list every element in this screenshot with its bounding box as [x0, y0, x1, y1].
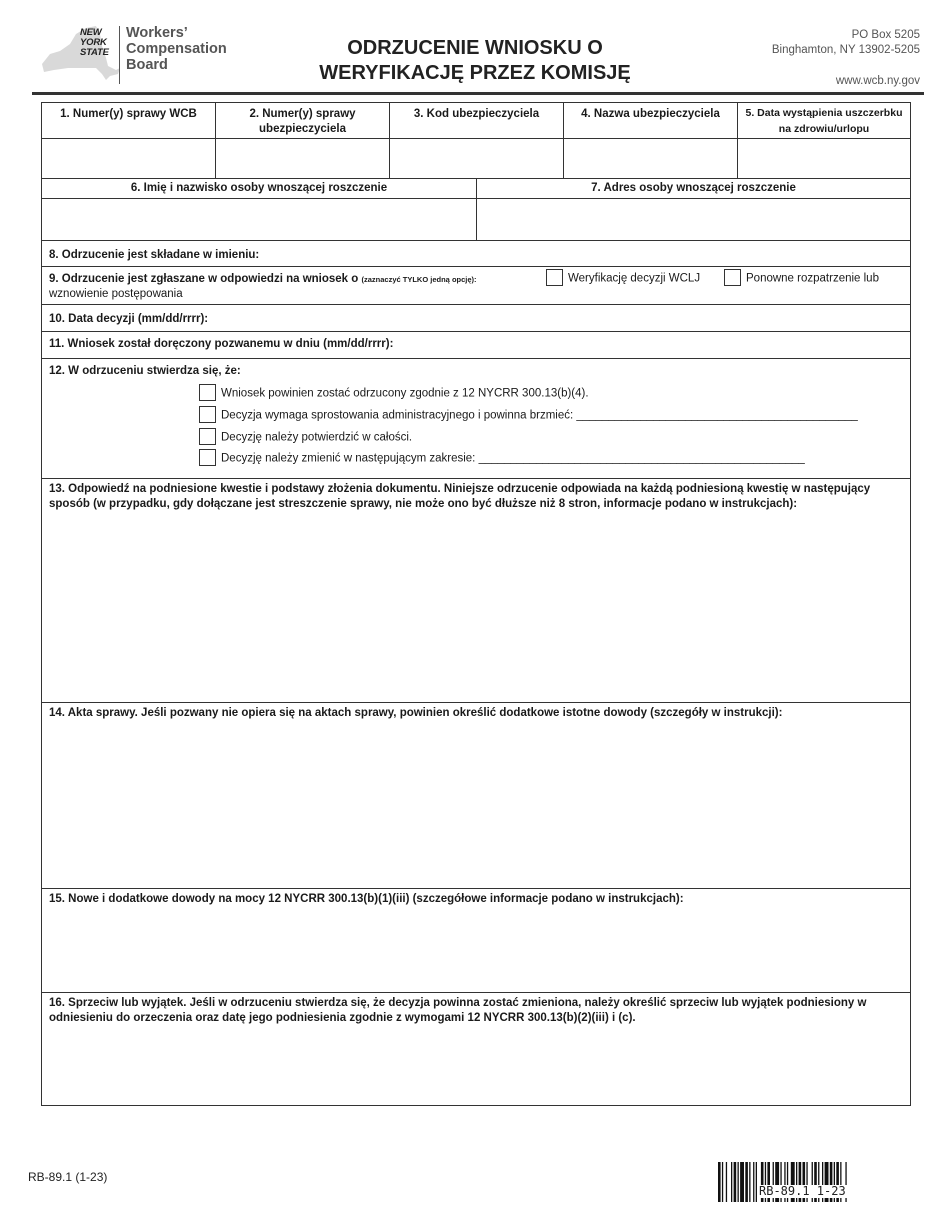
mailing-address: PO Box 5205 Binghamton, NY 13902-5205: [771, 29, 920, 56]
form-body: [41, 102, 911, 1106]
objection-exception-label: 16. Sprzeciw lub wyjątek. Jeśli w odrzuceniu stwierdza się, że decyzja powinna zostać zmieniona, należy określić sprzeciw lub wyjątek podniesiony w odniesieniu do orzeczenia oraz datę jego podniesienia zgodnie z wymogami 12 NYCRR 300.13(b)(2)(iii) i (c).: [49, 997, 867, 1024]
carrier-code-field[interactable]: [390, 139, 564, 178]
header-carrier-code: 3. Kod ubezpieczyciela: [390, 103, 564, 138]
logo-state-text: NEW YORK STATE: [80, 27, 109, 58]
new-evidence-label: 15. Nowe i dodatkowe dowody na mocy 12 NYCRR 300.13(b)(1)(iii) (szczegółowe informacje podano w instrukcjach):: [49, 893, 684, 905]
claimant-name-field[interactable]: [42, 199, 477, 240]
decision-date-label: 10. Data decyzji (mm/dd/rrrr):: [49, 313, 209, 325]
carrier-name-field[interactable]: [564, 139, 738, 178]
new-york-state-map-icon: [36, 24, 122, 84]
barcode-bar: [749, 1162, 750, 1202]
header-carrier-name: 4. Nazwa ubezpieczyciela: [564, 103, 738, 138]
row-objection-exception[interactable]: [42, 993, 910, 1105]
row-served-date[interactable]: [42, 332, 910, 359]
request-type-label: 9. Odrzucenie jest zgłaszane w odpowiedzi na wniosek o (zaznaczyć TYLKO jedną opcję):: [49, 273, 477, 285]
header-wcb-case-number: 1. Numer(y) sprawy WCB: [42, 103, 216, 138]
form-title-line-1: ODRZUCENIE WNIOSKU O: [347, 37, 603, 59]
row-claimant-headers: [42, 179, 910, 199]
checkbox-modify-decision[interactable]: [199, 449, 216, 466]
row-case-inputs: [42, 139, 910, 179]
barcode-bar: [726, 1162, 727, 1202]
served-date-label: 11. Wniosek został doręczony pozwanemu w dniu (mm/dd/rrrr):: [49, 338, 394, 350]
row-rebuttal-statements: [42, 359, 910, 479]
row-rebuttal-on-behalf[interactable]: [42, 241, 910, 267]
barcode-bar: [745, 1162, 748, 1202]
claimant-address-field[interactable]: [477, 199, 910, 240]
row-new-evidence[interactable]: [42, 889, 910, 993]
option-reconsideration[interactable]: Ponowne rozpatrzenie lub: [724, 270, 879, 288]
barcode-bar: [740, 1162, 744, 1202]
row-case-headers: [42, 103, 910, 139]
row-request-type: [42, 267, 910, 305]
wcb-case-number-field[interactable]: [42, 139, 216, 178]
barcode-bar: [731, 1162, 732, 1202]
option-administrative-correction[interactable]: Decyzja wymaga sprostowania administracyjnego i powinna brzmieć: ____________________________________________: [199, 407, 858, 425]
option-wclj-review[interactable]: Weryfikację decyzji WCLJ: [546, 270, 700, 288]
case-record-label: 14. Akta sprawy. Jeśli pozwany nie opiera się na aktach sprawy, powinien określić dodatkowe istotne dowody (szczegóły w instrukcji):: [49, 707, 783, 719]
website-link[interactable]: www.wcb.ny.gov: [835, 75, 920, 87]
barcode-bar: [718, 1162, 721, 1202]
checkbox-deny-application[interactable]: [199, 384, 216, 401]
header-claimant-address: 7. Adres osoby wnoszącej roszczenie: [591, 182, 796, 194]
header-carrier-case-number: 2. Numer(y) sprawy ubezpieczyciela: [216, 103, 390, 138]
response-to-issues-label: 13. Odpowiedź na podniesione kwestie i podstawy złożenia dokumentu. Niniejsze odrzucenie odpowiada na każdą podniesioną kwestię w następujący sposób (w przypadku, gdy dołączane jest streszczenie sprawy, nie może ono być dłuższe niż 8 stron, informacje podano w instrukcjach):: [49, 483, 871, 510]
form-title-line-2: WERYFIKACJĘ PRZEZ KOMISJĘ: [319, 62, 631, 84]
logo-divider: [119, 26, 120, 84]
barcode-bar: [753, 1162, 754, 1202]
row-decision-date[interactable]: [42, 305, 910, 332]
barcode-bar: [756, 1162, 757, 1202]
row-response-to-issues[interactable]: [42, 479, 910, 703]
request-type-note: (zaznaczyć TYLKO jedną opcję):: [361, 275, 477, 284]
rebuttal-statements-label: 12. W odrzuceniu stwierdza się, że:: [49, 365, 241, 377]
barcode-bar: [722, 1162, 723, 1202]
option-modify-decision[interactable]: Decyzję należy zmienić w następującym zakresie: ___________________________________________________: [199, 450, 805, 468]
checkbox-reconsideration[interactable]: [724, 269, 741, 286]
agency-logo: [36, 24, 236, 88]
barcode-bar: [734, 1162, 737, 1202]
option-deny-application[interactable]: Wniosek powinien zostać odrzucony zgodnie z 12 NYCRR 300.13(b)(4).: [199, 385, 589, 403]
option-affirm-decision[interactable]: Decyzję należy potwierdzić w całości.: [199, 429, 412, 447]
header-divider: [32, 92, 924, 95]
carrier-case-number-field[interactable]: [216, 139, 390, 178]
barcode-text: RB-89.1 1-23: [759, 1184, 846, 1198]
rebuttal-on-behalf-label: 8. Odrzucenie jest składane w imieniu:: [49, 249, 260, 261]
form-number: RB-89.1 (1-23): [28, 1170, 108, 1184]
checkbox-wclj-review[interactable]: [546, 269, 563, 286]
checkbox-affirm-decision[interactable]: [199, 428, 216, 445]
form-title: [290, 36, 660, 86]
header-claimant-name: 6. Imię i nazwisko osoby wnoszącej roszczenie: [42, 179, 477, 198]
barcode-bar: [738, 1162, 739, 1202]
header-date-of-injury: 5. Data wystąpienia uszczerbku na zdrowiu/urlopu: [745, 107, 903, 135]
date-of-injury-field[interactable]: [738, 139, 910, 178]
row-claimant-inputs: [42, 199, 910, 241]
row-case-record[interactable]: [42, 703, 910, 889]
option-reconsideration-continued: wznowienie postępowania: [49, 288, 183, 300]
logo-agency-name: Workers’ Compensation Board: [126, 25, 227, 73]
checkbox-administrative-correction[interactable]: [199, 406, 216, 423]
